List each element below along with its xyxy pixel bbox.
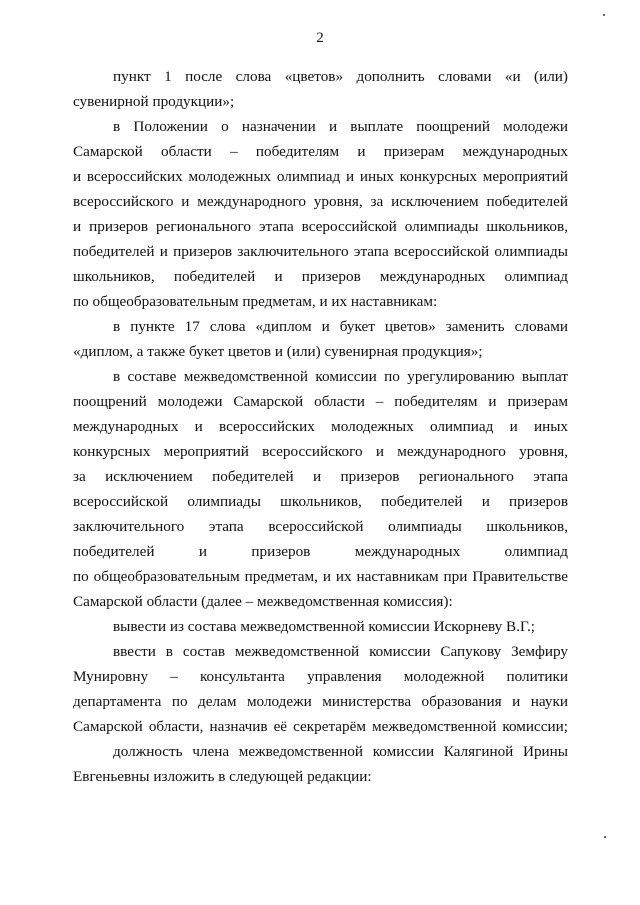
text-line: и призеров регионального этапа всероссийской олимпиады школьников, (73, 218, 568, 235)
text-line: всероссийского и международного уровня, за исключением победителей (73, 193, 568, 210)
text-line: в пункте 17 слова «диплом и букет цветов» заменить словами (113, 318, 568, 335)
text-line: и всероссийских молодежных олимпиад и иных конкурсных мероприятий (73, 168, 568, 185)
text-line: ввести в состав межведомственной комиссии Сапукову Земфиру (113, 643, 568, 660)
text-line: вывести из состава межведомственной комиссии Искорневу В.Г.; (113, 618, 536, 635)
text-line: в Положении о назначении и выплате поощрений молодежи (113, 118, 568, 135)
text-line: департамента по делам молодежи министерства образования и науки (73, 693, 568, 710)
text-line: Самарской области, назначив её секретарём межведомственной комиссии; (73, 718, 568, 735)
text-line: по общеобразовательным предметам, и их наставникам: (73, 293, 438, 310)
scan-speck (603, 14, 605, 16)
text-line: сувенирной продукции»; (73, 93, 235, 110)
text-line: всероссийской олимпиады школьников, победителей и призеров (73, 493, 568, 510)
document-body (73, 64, 568, 789)
text-line: конкурсных мероприятий всероссийского и международного уровня, (73, 443, 568, 460)
text-line: поощрений молодежи Самарской области – победителям и призерам (73, 393, 568, 410)
text-line: за исключением победителей и призеров регионального этапа (73, 468, 568, 485)
text-line: заключительного этапа всероссийской олимпиады школьников, (73, 518, 568, 535)
text-line: по общеобразовательным предметам, и их наставникам при Правительстве (73, 568, 568, 585)
scan-speck (604, 836, 606, 838)
text-line: победителей и призеров международных олимпиад (73, 543, 568, 560)
text-line: Самарской области (далее – межведомственная комиссия): (73, 593, 453, 610)
text-line: пункт 1 после слова «цветов» дополнить словами «и (или) (113, 68, 568, 85)
text-line: Самарской области – победителям и призерам международных (73, 143, 568, 160)
text-line: в составе межведомственной комиссии по урегулированию выплат (113, 368, 568, 385)
text-line: должность члена межведомственной комиссии Калягиной Ирины (113, 743, 568, 760)
text-line: «диплом, а также букет цветов и (или) сувенирная продукция»; (73, 343, 483, 360)
text-line: Мунировну – консультанта управления молодежной политики (73, 668, 568, 685)
text-line: школьников, победителей и призеров международных олимпиад (73, 268, 568, 285)
text-line: победителей и призеров заключительного этапа всероссийской олимпиады (73, 243, 568, 260)
page-number: 2 (316, 30, 324, 46)
text-line: Евгеньевны изложить в следующей редакции: (73, 768, 372, 785)
text-line: международных и всероссийских молодежных олимпиад и иных (73, 418, 568, 435)
